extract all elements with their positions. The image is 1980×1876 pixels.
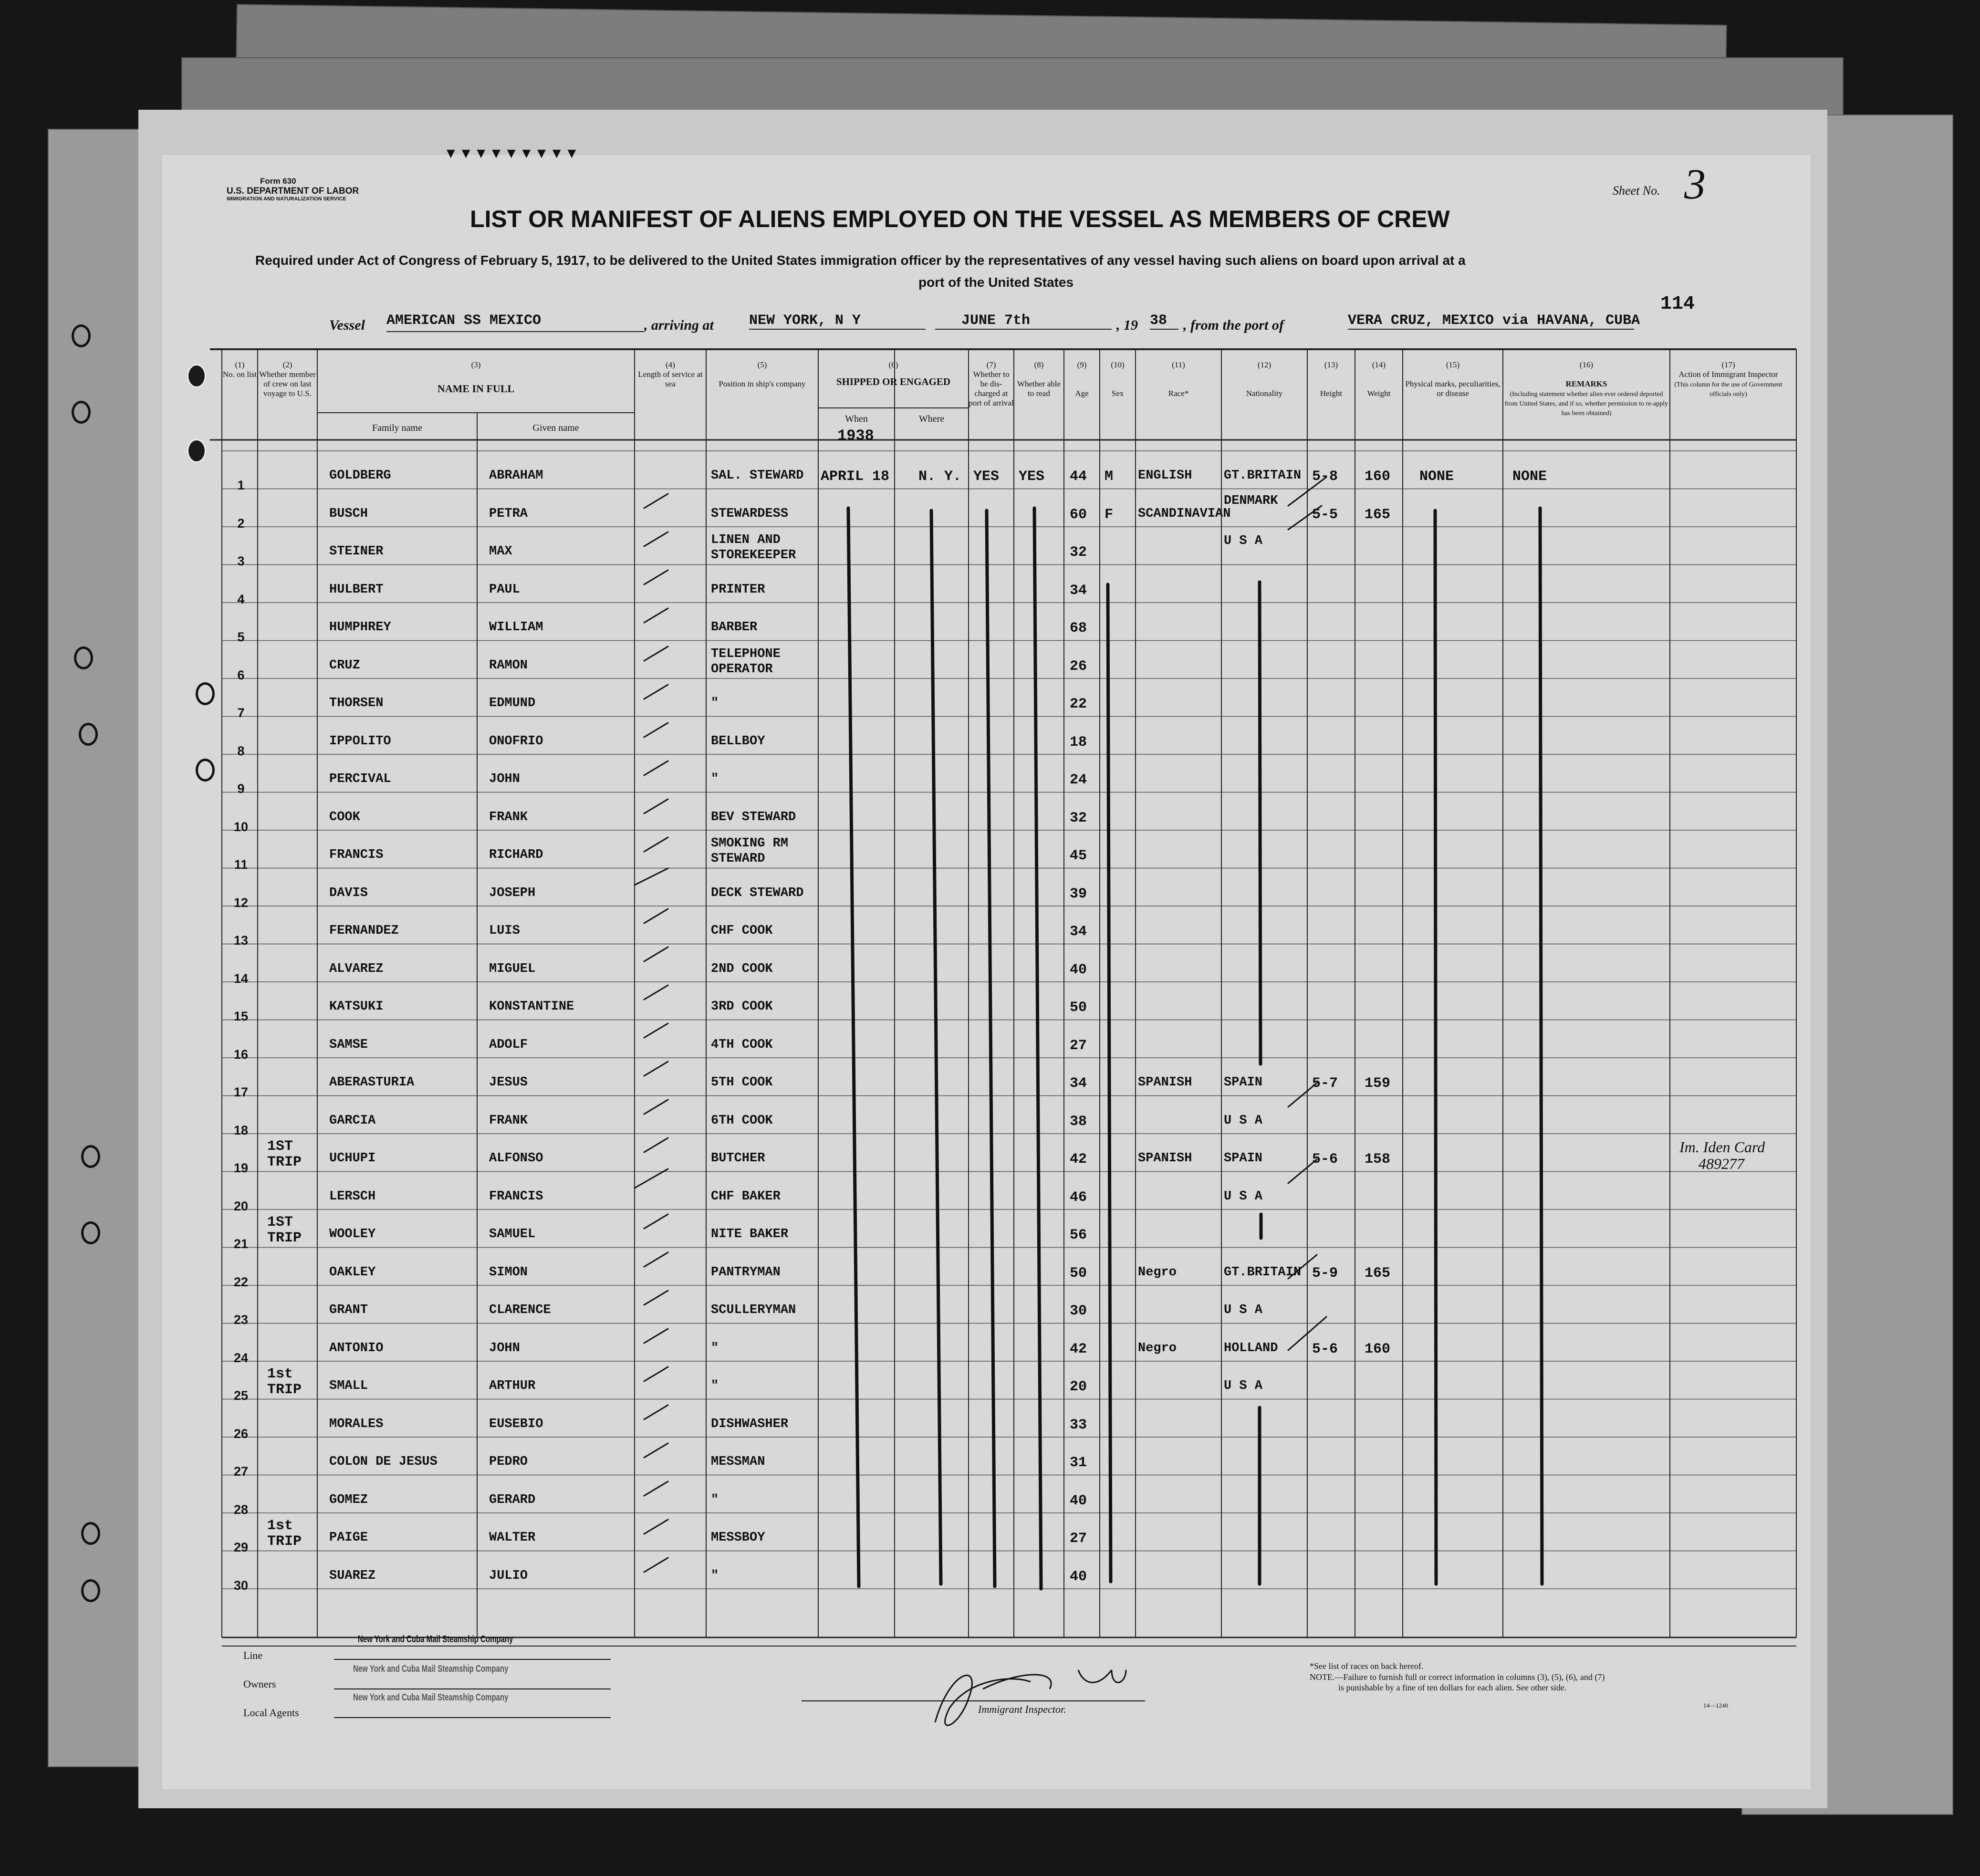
cell-nationality: GT.BRITAIN bbox=[1224, 469, 1302, 483]
cell-age: 34 bbox=[1070, 582, 1087, 599]
cell-no: 11 bbox=[234, 857, 248, 872]
cell-trip: 1ST bbox=[267, 1138, 293, 1155]
cell-given: EDMUND bbox=[489, 696, 536, 710]
col-10-header bbox=[1100, 360, 1136, 398]
cell-race: Negro bbox=[1138, 1341, 1177, 1355]
col-12-header bbox=[1221, 360, 1307, 398]
cell-no: 10 bbox=[233, 819, 249, 834]
cell-given: WILLIAM bbox=[489, 620, 543, 635]
cell-age: 50 bbox=[1070, 1265, 1087, 1282]
arriving-port: NEW YORK, N Y bbox=[749, 313, 861, 329]
cell-position: PANTRYMAN bbox=[711, 1265, 781, 1280]
cell-height: 5-8 bbox=[1312, 469, 1338, 485]
cell-given: JOHN bbox=[489, 772, 520, 786]
sheet-number: 3 bbox=[1684, 161, 1706, 208]
col-15-title: Physical marks, peculiarities, or disease bbox=[1405, 379, 1501, 398]
cell-given: PETRA bbox=[489, 506, 528, 521]
cell-position: DECK STEWARD bbox=[711, 886, 804, 900]
cell-given: JOHN bbox=[489, 1341, 520, 1355]
cell-position: " bbox=[711, 1379, 719, 1393]
owners-label: Owners bbox=[243, 1678, 276, 1690]
cell-given: FRANCIS bbox=[489, 1189, 543, 1204]
col-16-number: (16) bbox=[1579, 360, 1594, 369]
col-13-number: (13) bbox=[1324, 360, 1338, 369]
cell-family: SAMSE bbox=[329, 1037, 368, 1052]
cell-family: THORSEN bbox=[329, 696, 384, 710]
col-6-when: When bbox=[845, 414, 868, 424]
cell-position: 2ND COOK bbox=[711, 961, 773, 976]
col-14-title: Weight bbox=[1367, 389, 1391, 398]
cell-given: WALTER bbox=[489, 1531, 536, 1545]
cell-given: ADOLF bbox=[489, 1037, 528, 1052]
cell-nationality: U S A bbox=[1224, 1113, 1263, 1128]
owners-value: New York and Cuba Mail Steamship Company bbox=[353, 1664, 509, 1674]
col-2-title: Whether member of crew on last voyage to U.S. bbox=[259, 370, 316, 398]
cell-nationality: HOLLAND bbox=[1224, 1341, 1278, 1355]
cell-age: 34 bbox=[1070, 924, 1087, 940]
cell-age: 20 bbox=[1070, 1379, 1087, 1395]
cell-position: SCULLERYMAN bbox=[711, 1303, 796, 1317]
cell-family: CRUZ bbox=[329, 658, 360, 673]
cell-given: PAUL bbox=[489, 582, 520, 597]
col-8-header bbox=[1014, 360, 1064, 398]
cell-given: RICHARD bbox=[489, 848, 543, 862]
cell-no: 17 bbox=[233, 1085, 249, 1099]
cell-age: 31 bbox=[1070, 1455, 1087, 1471]
cell-no: 15 bbox=[233, 1009, 249, 1023]
col-8-number: (8) bbox=[1034, 360, 1044, 369]
col-9-title: Age bbox=[1075, 389, 1089, 398]
year-prefix: , 19 bbox=[1116, 317, 1138, 333]
cell-weight: 160 bbox=[1365, 1341, 1391, 1357]
service-name: IMMIGRATION AND NATURALIZATION SERVICE bbox=[227, 196, 346, 202]
cell-family: GARCIA bbox=[329, 1113, 376, 1128]
col-17-header bbox=[1670, 360, 1787, 398]
shipped-year: 1938 bbox=[837, 427, 874, 445]
arriving-label: , arriving at bbox=[644, 317, 714, 333]
cell-no: 30 bbox=[233, 1578, 249, 1593]
cell-position-line2: OPERATOR bbox=[711, 662, 773, 677]
sheet-label: Sheet No. bbox=[1613, 184, 1660, 198]
col-11-number: (11) bbox=[1172, 360, 1185, 369]
col-14-header bbox=[1355, 360, 1403, 398]
cell-age: 50 bbox=[1070, 1000, 1087, 1016]
cell-family: PERCIVAL bbox=[329, 772, 391, 786]
cell-family: GRANT bbox=[329, 1303, 368, 1317]
cell-no: 25 bbox=[233, 1388, 249, 1403]
cell-age: 27 bbox=[1070, 1531, 1087, 1547]
cell-race: ENGLISH bbox=[1138, 469, 1192, 483]
department-name: U.S. DEPARTMENT OF LABOR bbox=[227, 186, 359, 196]
cell-position: BARBER bbox=[711, 620, 758, 635]
cell-given: SIMON bbox=[489, 1265, 528, 1280]
cell-read: YES bbox=[1019, 469, 1045, 485]
cell-age: 56 bbox=[1070, 1227, 1087, 1243]
col-8-title: Whether able to read bbox=[1017, 379, 1061, 398]
cell-position: " bbox=[711, 696, 719, 710]
cell-height: 5-9 bbox=[1312, 1265, 1338, 1282]
cell-no: 1 bbox=[237, 478, 245, 492]
cell-family: FERNANDEZ bbox=[329, 924, 399, 938]
cell-when: APRIL 18 bbox=[821, 469, 890, 485]
cell-weight: 158 bbox=[1365, 1151, 1391, 1167]
cell-given: ALFONSO bbox=[489, 1151, 543, 1166]
cell-family: ANTONIO bbox=[329, 1341, 384, 1355]
cell-given: JOSEPH bbox=[489, 886, 536, 900]
cell-age: 40 bbox=[1070, 961, 1087, 978]
cell-given: PEDRO bbox=[489, 1455, 528, 1469]
line-value: New York and Cuba Mail Steamship Company bbox=[358, 1634, 513, 1645]
cell-height: 5-7 bbox=[1312, 1075, 1338, 1092]
cell-family: DAVIS bbox=[329, 886, 368, 900]
col-10-title: Sex bbox=[1111, 389, 1124, 398]
vessel-name: AMERICAN SS MEXICO bbox=[386, 313, 542, 329]
cell-family: ABERASTURIA bbox=[329, 1075, 415, 1090]
cell-given: CLARENCE bbox=[489, 1303, 551, 1317]
col-4-number: (4) bbox=[666, 360, 675, 369]
cell-given: ABRAHAM bbox=[489, 469, 543, 483]
cell-no: 26 bbox=[233, 1426, 249, 1441]
cell-race: Negro bbox=[1138, 1265, 1177, 1280]
cell-family: STEINER bbox=[329, 544, 384, 559]
cell-no: 22 bbox=[233, 1274, 249, 1289]
col-3-family: Family name bbox=[372, 423, 422, 433]
col-16-note: (Including statement whether alien ever ordered deported from United States, and if so, whether permission to re-apply has been obtained) bbox=[1504, 391, 1668, 417]
cell-race: SCANDINAVIAN bbox=[1138, 506, 1231, 521]
cell-no: 9 bbox=[237, 782, 245, 796]
cell-position: CHF BAKER bbox=[711, 1189, 781, 1204]
cell-family: ALVAREZ bbox=[329, 961, 384, 976]
cell-no: 29 bbox=[233, 1540, 249, 1554]
cell-position: STEWARDESS bbox=[711, 506, 789, 521]
cell-weight: 160 bbox=[1365, 469, 1391, 485]
col-7-title: Whether to be dis- charged at port of arrival bbox=[969, 370, 1014, 407]
cell-no: 27 bbox=[233, 1464, 249, 1479]
cell-age: 44 bbox=[1070, 469, 1087, 485]
cell-age: 26 bbox=[1070, 658, 1087, 675]
cell-height: 5-6 bbox=[1312, 1151, 1338, 1167]
form-subtitle: Required under Act of Congress of February 5, 1917, to be delivered to the United States immigration officer by the representatives of any vessel having such aliens on board upon arrival at a bbox=[255, 253, 1466, 268]
form-number: Form 630 bbox=[260, 177, 296, 186]
cell-no: 19 bbox=[233, 1161, 249, 1175]
cell-position: 6TH COOK bbox=[711, 1113, 773, 1128]
col-12-title: Nationality bbox=[1246, 389, 1283, 398]
cell-family: SUAREZ bbox=[329, 1568, 376, 1583]
col-1-title: No. on list bbox=[222, 370, 257, 379]
cell-age: 39 bbox=[1070, 886, 1087, 902]
cell-age: 46 bbox=[1070, 1189, 1087, 1206]
cell-position: 4TH COOK bbox=[711, 1037, 773, 1052]
col-6-number: (6) bbox=[888, 360, 898, 369]
col-1-header bbox=[222, 360, 258, 379]
cell-given: JESUS bbox=[489, 1075, 528, 1090]
cell-no: 3 bbox=[237, 554, 245, 568]
cell-weight: 165 bbox=[1365, 506, 1391, 523]
col-6-title: SHIPPED OR ENGAGED bbox=[836, 376, 951, 387]
agents-label: Local Agents bbox=[243, 1707, 299, 1719]
cell-given: GERARD bbox=[489, 1492, 536, 1507]
from-port: VERA CRUZ, MEXICO via HAVANA, CUBA bbox=[1348, 313, 1640, 329]
cell-position: SAL. STEWARD bbox=[711, 469, 804, 483]
col-10-number: (10) bbox=[1111, 360, 1125, 369]
cell-height: 5-6 bbox=[1312, 1341, 1338, 1357]
cell-family: IPPOLITO bbox=[329, 734, 391, 749]
cell-position: " bbox=[711, 772, 719, 786]
cell-family: OAKLEY bbox=[329, 1265, 376, 1280]
col-7-number: (7) bbox=[986, 360, 996, 369]
arrival-year: 38 bbox=[1150, 313, 1167, 329]
col-12-number: (12) bbox=[1257, 360, 1271, 369]
cell-given: JULIO bbox=[489, 1568, 528, 1583]
cell-age: 40 bbox=[1070, 1492, 1087, 1509]
col-14-number: (14) bbox=[1372, 360, 1386, 369]
cell-age: 45 bbox=[1070, 848, 1087, 864]
col-5-header bbox=[706, 360, 818, 389]
agents-value: New York and Cuba Mail Steamship Company bbox=[353, 1692, 509, 1703]
cell-given: MIGUEL bbox=[489, 961, 536, 976]
cell-position-line2: STOREKEEPER bbox=[711, 548, 796, 563]
from-label: , from the port of bbox=[1183, 317, 1284, 333]
cell-position: " bbox=[711, 1341, 719, 1355]
cell-action: Im. Iden Card bbox=[1679, 1138, 1765, 1156]
cell-position: SMOKING RM bbox=[711, 836, 789, 851]
cell-given: FRANK bbox=[489, 810, 528, 824]
col-13-title: Height bbox=[1320, 389, 1343, 398]
cell-trip: 1st bbox=[267, 1518, 293, 1534]
cell-nationality: U S A bbox=[1224, 1379, 1263, 1393]
cell-family: COOK bbox=[329, 810, 360, 824]
cell-given: SAMUEL bbox=[489, 1227, 536, 1241]
cell-no: 12 bbox=[233, 895, 249, 910]
cell-given: LUIS bbox=[489, 924, 520, 938]
cell-nationality: U S A bbox=[1224, 1189, 1263, 1204]
fine-note-2: is punishable by a fine of ten dollars for each alien. See other side. bbox=[1338, 1683, 1567, 1692]
cell-nationality: SPAIN bbox=[1224, 1075, 1263, 1090]
cell-given: ARTHUR bbox=[489, 1379, 536, 1393]
cell-family: HUMPHREY bbox=[329, 620, 391, 635]
col-17-title: Action of Immigrant Inspector bbox=[1678, 370, 1778, 379]
cell-race: SPANISH bbox=[1138, 1075, 1192, 1090]
col-1-number: (1) bbox=[235, 360, 245, 369]
cell-trip: 1ST bbox=[267, 1214, 293, 1230]
cell-no: 14 bbox=[233, 971, 249, 986]
cell-age: 60 bbox=[1070, 506, 1087, 523]
cell-position: 3RD COOK bbox=[711, 1000, 773, 1014]
cell-race: SPANISH bbox=[1138, 1151, 1192, 1166]
cell-action-line2: 489277 bbox=[1699, 1155, 1744, 1172]
cell-family: SMALL bbox=[329, 1379, 368, 1393]
col-7-header bbox=[969, 360, 1014, 408]
cell-family: HULBERT bbox=[329, 582, 384, 597]
cell-family: KATSUKI bbox=[329, 1000, 384, 1014]
top-stamp: ▼▼▼▼▼▼▼▼▼ bbox=[444, 146, 580, 161]
cell-trip-line2: TRIP bbox=[267, 1533, 302, 1550]
cell-position: NITE BAKER bbox=[711, 1227, 789, 1241]
cell-age: 42 bbox=[1070, 1341, 1087, 1357]
col-13-header bbox=[1307, 360, 1355, 398]
col-5-title: Position in ship's company bbox=[719, 379, 806, 388]
cell-nationality: DENMARK bbox=[1224, 493, 1278, 508]
cell-age: 68 bbox=[1070, 620, 1087, 636]
cell-age: 33 bbox=[1070, 1417, 1087, 1433]
cell-no: 5 bbox=[237, 630, 245, 644]
cell-family: BUSCH bbox=[329, 506, 368, 521]
form-code: 14—1240 bbox=[1703, 1702, 1728, 1709]
vessel-label: Vessel bbox=[329, 317, 365, 333]
cell-position-line2: STEWARD bbox=[711, 852, 765, 866]
cell-given: ONOFRIO bbox=[489, 734, 543, 749]
races-note: *See list of races on back hereof. bbox=[1310, 1661, 1424, 1671]
cell-position: BELLBOY bbox=[711, 734, 765, 749]
cell-family: WOOLEY bbox=[329, 1227, 376, 1241]
cell-age: 40 bbox=[1070, 1568, 1087, 1585]
cell-trip-line2: TRIP bbox=[267, 1382, 302, 1398]
cell-weight: 165 bbox=[1365, 1265, 1391, 1282]
cell-position: BEV STEWARD bbox=[711, 810, 796, 824]
cell-remarks: NONE bbox=[1512, 469, 1547, 485]
col-3-number: (3) bbox=[471, 360, 481, 369]
cell-nationality: U S A bbox=[1224, 1303, 1263, 1317]
col-11-title: Race* bbox=[1168, 389, 1189, 398]
col-15-header bbox=[1403, 360, 1503, 398]
cell-position: " bbox=[711, 1492, 719, 1507]
cell-family: UCHUPI bbox=[329, 1151, 376, 1166]
cell-height: 5-5 bbox=[1312, 506, 1338, 523]
cell-position: 5TH COOK bbox=[711, 1075, 773, 1090]
cell-given: MAX bbox=[489, 544, 512, 559]
cell-position: BUTCHER bbox=[711, 1151, 765, 1166]
cell-sex: M bbox=[1105, 469, 1114, 485]
inspector-label: Immigrant Inspector. bbox=[978, 1703, 1066, 1715]
cell-trip: 1st bbox=[267, 1366, 293, 1382]
col-15-number: (15) bbox=[1446, 360, 1460, 369]
cell-where: N. Y. bbox=[918, 469, 962, 485]
cell-discharged: YES bbox=[973, 469, 1000, 485]
col-16-header bbox=[1503, 360, 1670, 417]
cell-position: MESSMAN bbox=[711, 1455, 765, 1469]
cell-no: 18 bbox=[233, 1123, 249, 1137]
cell-position: CHF COOK bbox=[711, 924, 773, 938]
cell-no: 6 bbox=[237, 667, 245, 682]
form-subtitle-2: port of the United States bbox=[918, 275, 1074, 290]
cell-no: 8 bbox=[237, 743, 245, 758]
cell-no: 2 bbox=[237, 516, 245, 531]
cell-age: 34 bbox=[1070, 1075, 1087, 1092]
cell-no: 16 bbox=[233, 1047, 249, 1062]
cell-position: " bbox=[711, 1568, 719, 1583]
cell-family: PAIGE bbox=[329, 1531, 368, 1545]
col-17-number: (17) bbox=[1721, 360, 1735, 369]
cell-age: 42 bbox=[1070, 1151, 1087, 1167]
cell-age: 22 bbox=[1070, 696, 1087, 712]
cell-no: 24 bbox=[233, 1350, 249, 1365]
cell-position: DISHWASHER bbox=[711, 1417, 789, 1431]
cell-nationality: U S A bbox=[1224, 534, 1263, 548]
cell-marks: NONE bbox=[1419, 469, 1454, 485]
col-6-where: Where bbox=[918, 414, 945, 424]
cell-weight: 159 bbox=[1365, 1075, 1391, 1092]
cell-family: GOLDBERG bbox=[329, 469, 391, 483]
cell-no: 7 bbox=[237, 706, 245, 720]
cell-no: 20 bbox=[233, 1199, 249, 1213]
col-9-header bbox=[1064, 360, 1100, 398]
form-title: LIST OR MANIFEST OF ALIENS EMPLOYED ON THE VESSEL AS MEMBERS OF CREW bbox=[470, 206, 1450, 232]
arrival-date: JUNE 7th bbox=[961, 313, 1031, 329]
cell-given: EUSEBIO bbox=[489, 1417, 543, 1431]
cell-trip-line2: TRIP bbox=[267, 1230, 302, 1246]
col-3-title: NAME IN FULL bbox=[437, 383, 515, 395]
cell-no: 21 bbox=[233, 1237, 249, 1251]
cell-trip-line2: TRIP bbox=[267, 1154, 302, 1170]
page-number: 114 bbox=[1660, 293, 1695, 315]
cell-family: COLON DE JESUS bbox=[329, 1455, 438, 1469]
cell-position: TELEPHONE bbox=[711, 646, 781, 661]
cell-nationality: GT.BRITAIN bbox=[1224, 1265, 1302, 1280]
col-2-number: (2) bbox=[282, 360, 292, 369]
line-label: Line bbox=[243, 1649, 263, 1661]
col-4-title: Length of service at sea bbox=[638, 370, 703, 388]
cell-age: 32 bbox=[1070, 810, 1087, 826]
cell-no: 4 bbox=[237, 592, 245, 606]
col-16-title: REMARKS bbox=[1565, 379, 1607, 388]
cell-no: 23 bbox=[233, 1313, 249, 1327]
cell-given: RAMON bbox=[489, 658, 528, 673]
cell-position: PRINTER bbox=[711, 582, 765, 597]
cell-position: MESSBOY bbox=[711, 1531, 765, 1545]
cell-position: LINEN AND bbox=[711, 533, 781, 547]
col-9-number: (9) bbox=[1077, 360, 1087, 369]
cell-family: MORALES bbox=[329, 1417, 384, 1431]
cell-age: 30 bbox=[1070, 1303, 1087, 1319]
fine-note: NOTE.—Failure to furnish full or correct information in columns (3), (5), (6), and (7) bbox=[1310, 1672, 1605, 1682]
cell-age: 18 bbox=[1070, 734, 1087, 750]
cell-no: 13 bbox=[233, 933, 249, 948]
col-4-header bbox=[635, 360, 706, 389]
col-11-header bbox=[1136, 360, 1221, 398]
cell-given: KONSTANTINE bbox=[489, 1000, 574, 1014]
cell-sex: F bbox=[1105, 506, 1114, 523]
cell-age: 38 bbox=[1070, 1113, 1087, 1130]
cell-given: FRANK bbox=[489, 1113, 528, 1128]
col-2-header bbox=[258, 360, 317, 398]
cell-age: 27 bbox=[1070, 1037, 1087, 1054]
col-3-given: Given name bbox=[532, 423, 579, 433]
cell-age: 24 bbox=[1070, 772, 1087, 788]
cell-no: 28 bbox=[233, 1502, 249, 1517]
cell-age: 32 bbox=[1070, 544, 1087, 561]
cell-nationality: SPAIN bbox=[1224, 1151, 1263, 1166]
col-5-number: (5) bbox=[757, 360, 767, 369]
col-17-note: (This column for the use of Government officials only) bbox=[1674, 381, 1782, 398]
cell-family: GOMEZ bbox=[329, 1492, 368, 1507]
cell-family: FRANCIS bbox=[329, 848, 384, 862]
cell-family: LERSCH bbox=[329, 1189, 376, 1204]
